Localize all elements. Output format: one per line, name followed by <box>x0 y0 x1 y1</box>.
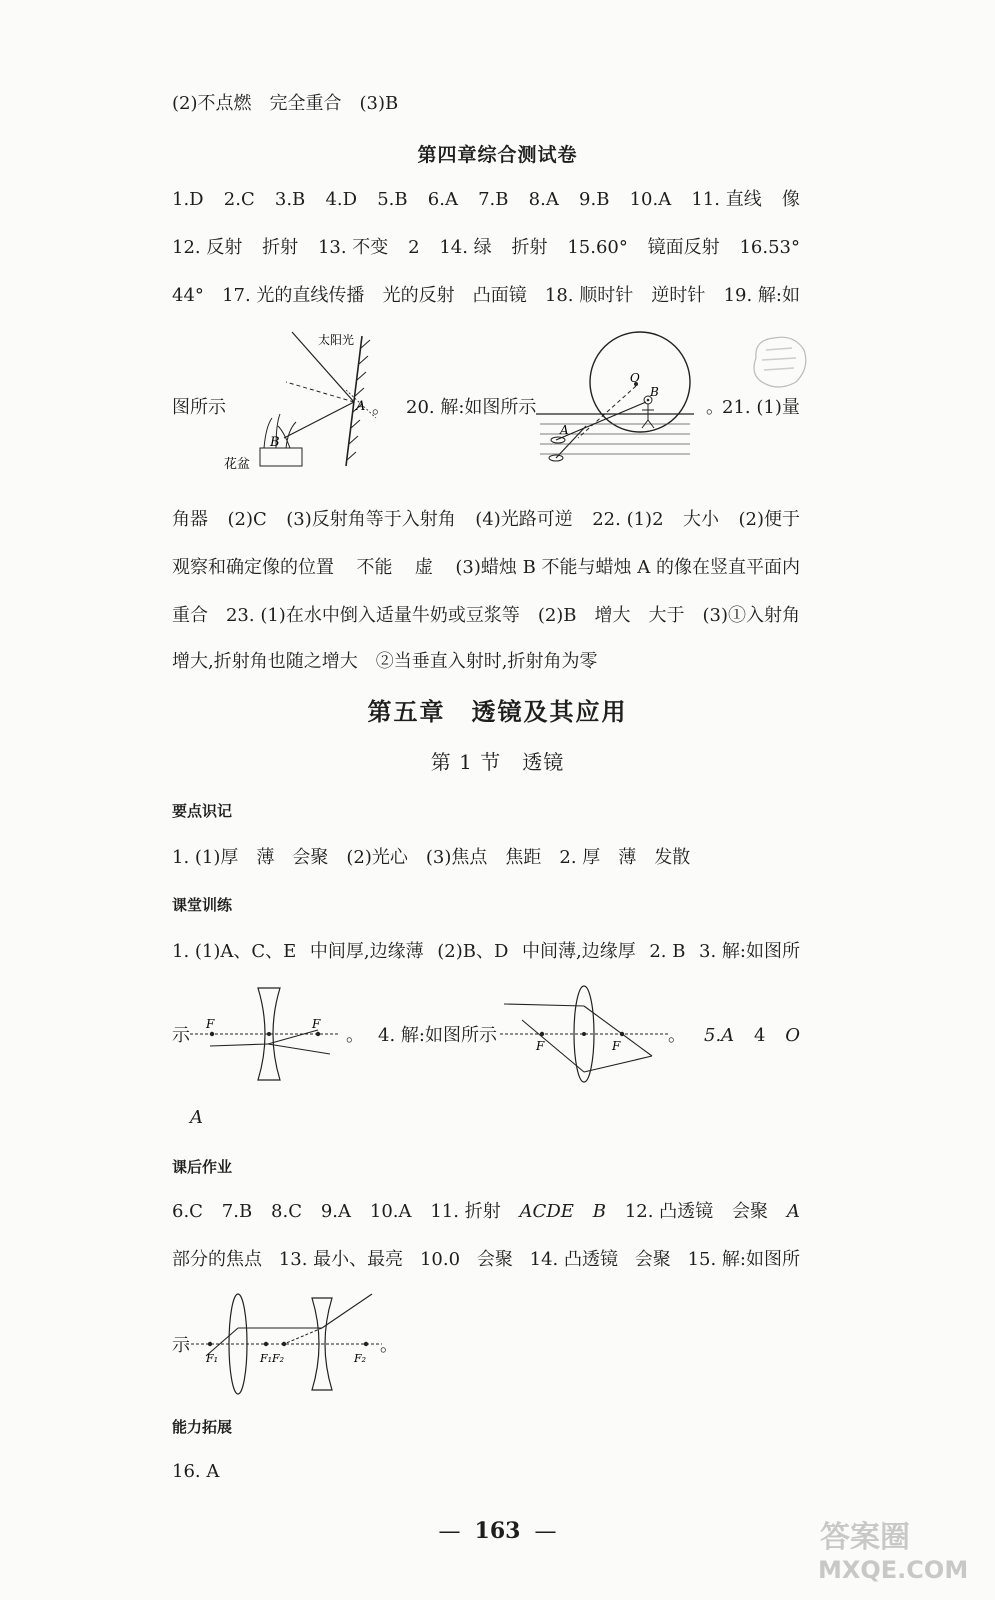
answer-line-11b: 。 <box>346 1025 364 1046</box>
label-F-right: F <box>312 1017 321 1031</box>
label-F-left: F <box>536 1039 545 1053</box>
label-F2: F₂ <box>354 1352 367 1365</box>
answer-line-8: 增大,折射角也随之增大 ②当垂直入射时,折射角为零 <box>172 651 598 672</box>
answer-line-4e: 21. (1)量 <box>722 397 800 418</box>
figure-20-circle-diagram <box>536 330 706 480</box>
answer-line-9: 1. (1)厚 薄 会聚 (2)光心 (3)焦点 焦距 2. 厚 薄 发散 <box>172 847 691 868</box>
answer-line-0: (2)不点燃 完全重合 (3)B <box>172 93 399 114</box>
stamp-badge <box>748 334 810 392</box>
chapter-title: 第五章 透镜及其应用 <box>367 697 628 726</box>
test-title: 第四章综合测试卷 <box>417 144 578 166</box>
watermark-logo: 答案圈 <box>820 1520 910 1555</box>
answer-line-16: 16. A <box>172 1461 220 1482</box>
label-pot: 花盆 <box>224 457 251 472</box>
label-B: B <box>270 435 280 450</box>
answer-line-6: 观察和确定像的位置 不能 虚 (3)蜡烛 B 不能与蜡烛 A 的像在竖直平面内 <box>172 557 800 578</box>
answer-line-15b: 。 <box>380 1335 398 1356</box>
heading-ability-expansion: 能力拓展 <box>172 1418 233 1436</box>
figure-15-lens-system <box>186 1290 386 1400</box>
answer-line-5: 角器 (2)C (3)反射角等于入射角 (4)光路可逆 22. (1)2 大小 (2)便于 <box>172 509 800 530</box>
label-F1F2: F₁F₂ <box>260 1352 285 1365</box>
label-O: O <box>630 371 640 385</box>
answer-line-13: 6.C 7.B 8.C 9.A 10.A 11. 折射 ACDE B 12. 凸透镜 会聚 A <box>172 1201 800 1222</box>
page-number: — 163 — <box>438 1518 557 1544</box>
answer-line-7: 重合 23. (1)在水中倒入适量牛奶或豆浆等 (2)B 增大 大于 (3)①入射角 <box>172 605 800 626</box>
section-title: 第 1 节 透镜 <box>430 750 565 774</box>
label-B: B <box>650 385 659 399</box>
answer-line-4b: 。 <box>372 397 390 418</box>
label-F-left: F <box>206 1017 215 1031</box>
label-sunlight: 太阳光 <box>318 333 355 347</box>
answer-line-14: 部分的焦点 13. 最小、最亮 10.0 会聚 14. 凸透镜 会聚 15. 解:如图所 <box>172 1249 800 1270</box>
circle-shape <box>590 332 690 432</box>
grass-icon <box>264 414 296 448</box>
heading-homework: 课后作业 <box>172 1158 233 1176</box>
answer-line-2: 12. 反射 折射 13. 不变 2 14. 绿 折射 15.60° 镜面反射 16.53° <box>172 237 800 258</box>
answer-line-11c: 4. 解:如图所示 <box>378 1025 497 1046</box>
heading-key-points: 要点识记 <box>172 802 233 820</box>
flower-pot-icon <box>260 448 302 466</box>
figure-3-concave-lens <box>190 984 350 1084</box>
answer-line-4c: 20. 解:如图所示 <box>406 397 537 418</box>
answer-line-4d: 。 <box>706 397 724 418</box>
label-A: A <box>560 423 569 437</box>
answer-line-11a: 示 <box>172 1025 190 1046</box>
answer-line-10: 1. (1)A、C、E 中间厚,边缘薄 (2)B、D 中间薄,边缘厚 2. B 3. 解:如图所 <box>172 941 800 962</box>
heading-classroom-training: 课堂训练 <box>172 896 233 914</box>
normal-line <box>286 382 354 402</box>
answer-line-12: A <box>190 1107 203 1128</box>
answer-line-4a: 图所示 <box>172 397 226 418</box>
answer-line-15a: 示 <box>172 1335 190 1356</box>
figure-19-reflection-diagram <box>224 326 384 476</box>
fish-icon <box>551 437 565 443</box>
answer-line-3: 44° 17. 光的直线传播 光的反射 凸面镜 18. 顺时针 逆时针 19. 解:如 <box>172 285 800 306</box>
label-A: A <box>356 399 366 414</box>
answer-line-11e: 5.A 4 O <box>704 1025 800 1046</box>
answer-line-1: 1.D 2.C 3.B 4.D 5.B 6.A 7.B 8.A 9.B 10.A 11. 直线 像 <box>172 189 800 210</box>
reflected-ray <box>284 402 354 438</box>
figure-4-convex-lens <box>500 984 670 1084</box>
label-F1: F₁ <box>206 1352 219 1365</box>
answer-line-11d: 。 <box>668 1025 686 1046</box>
label-F-right: F <box>612 1039 621 1053</box>
watermark-url: MXQE.COM <box>818 1556 969 1584</box>
